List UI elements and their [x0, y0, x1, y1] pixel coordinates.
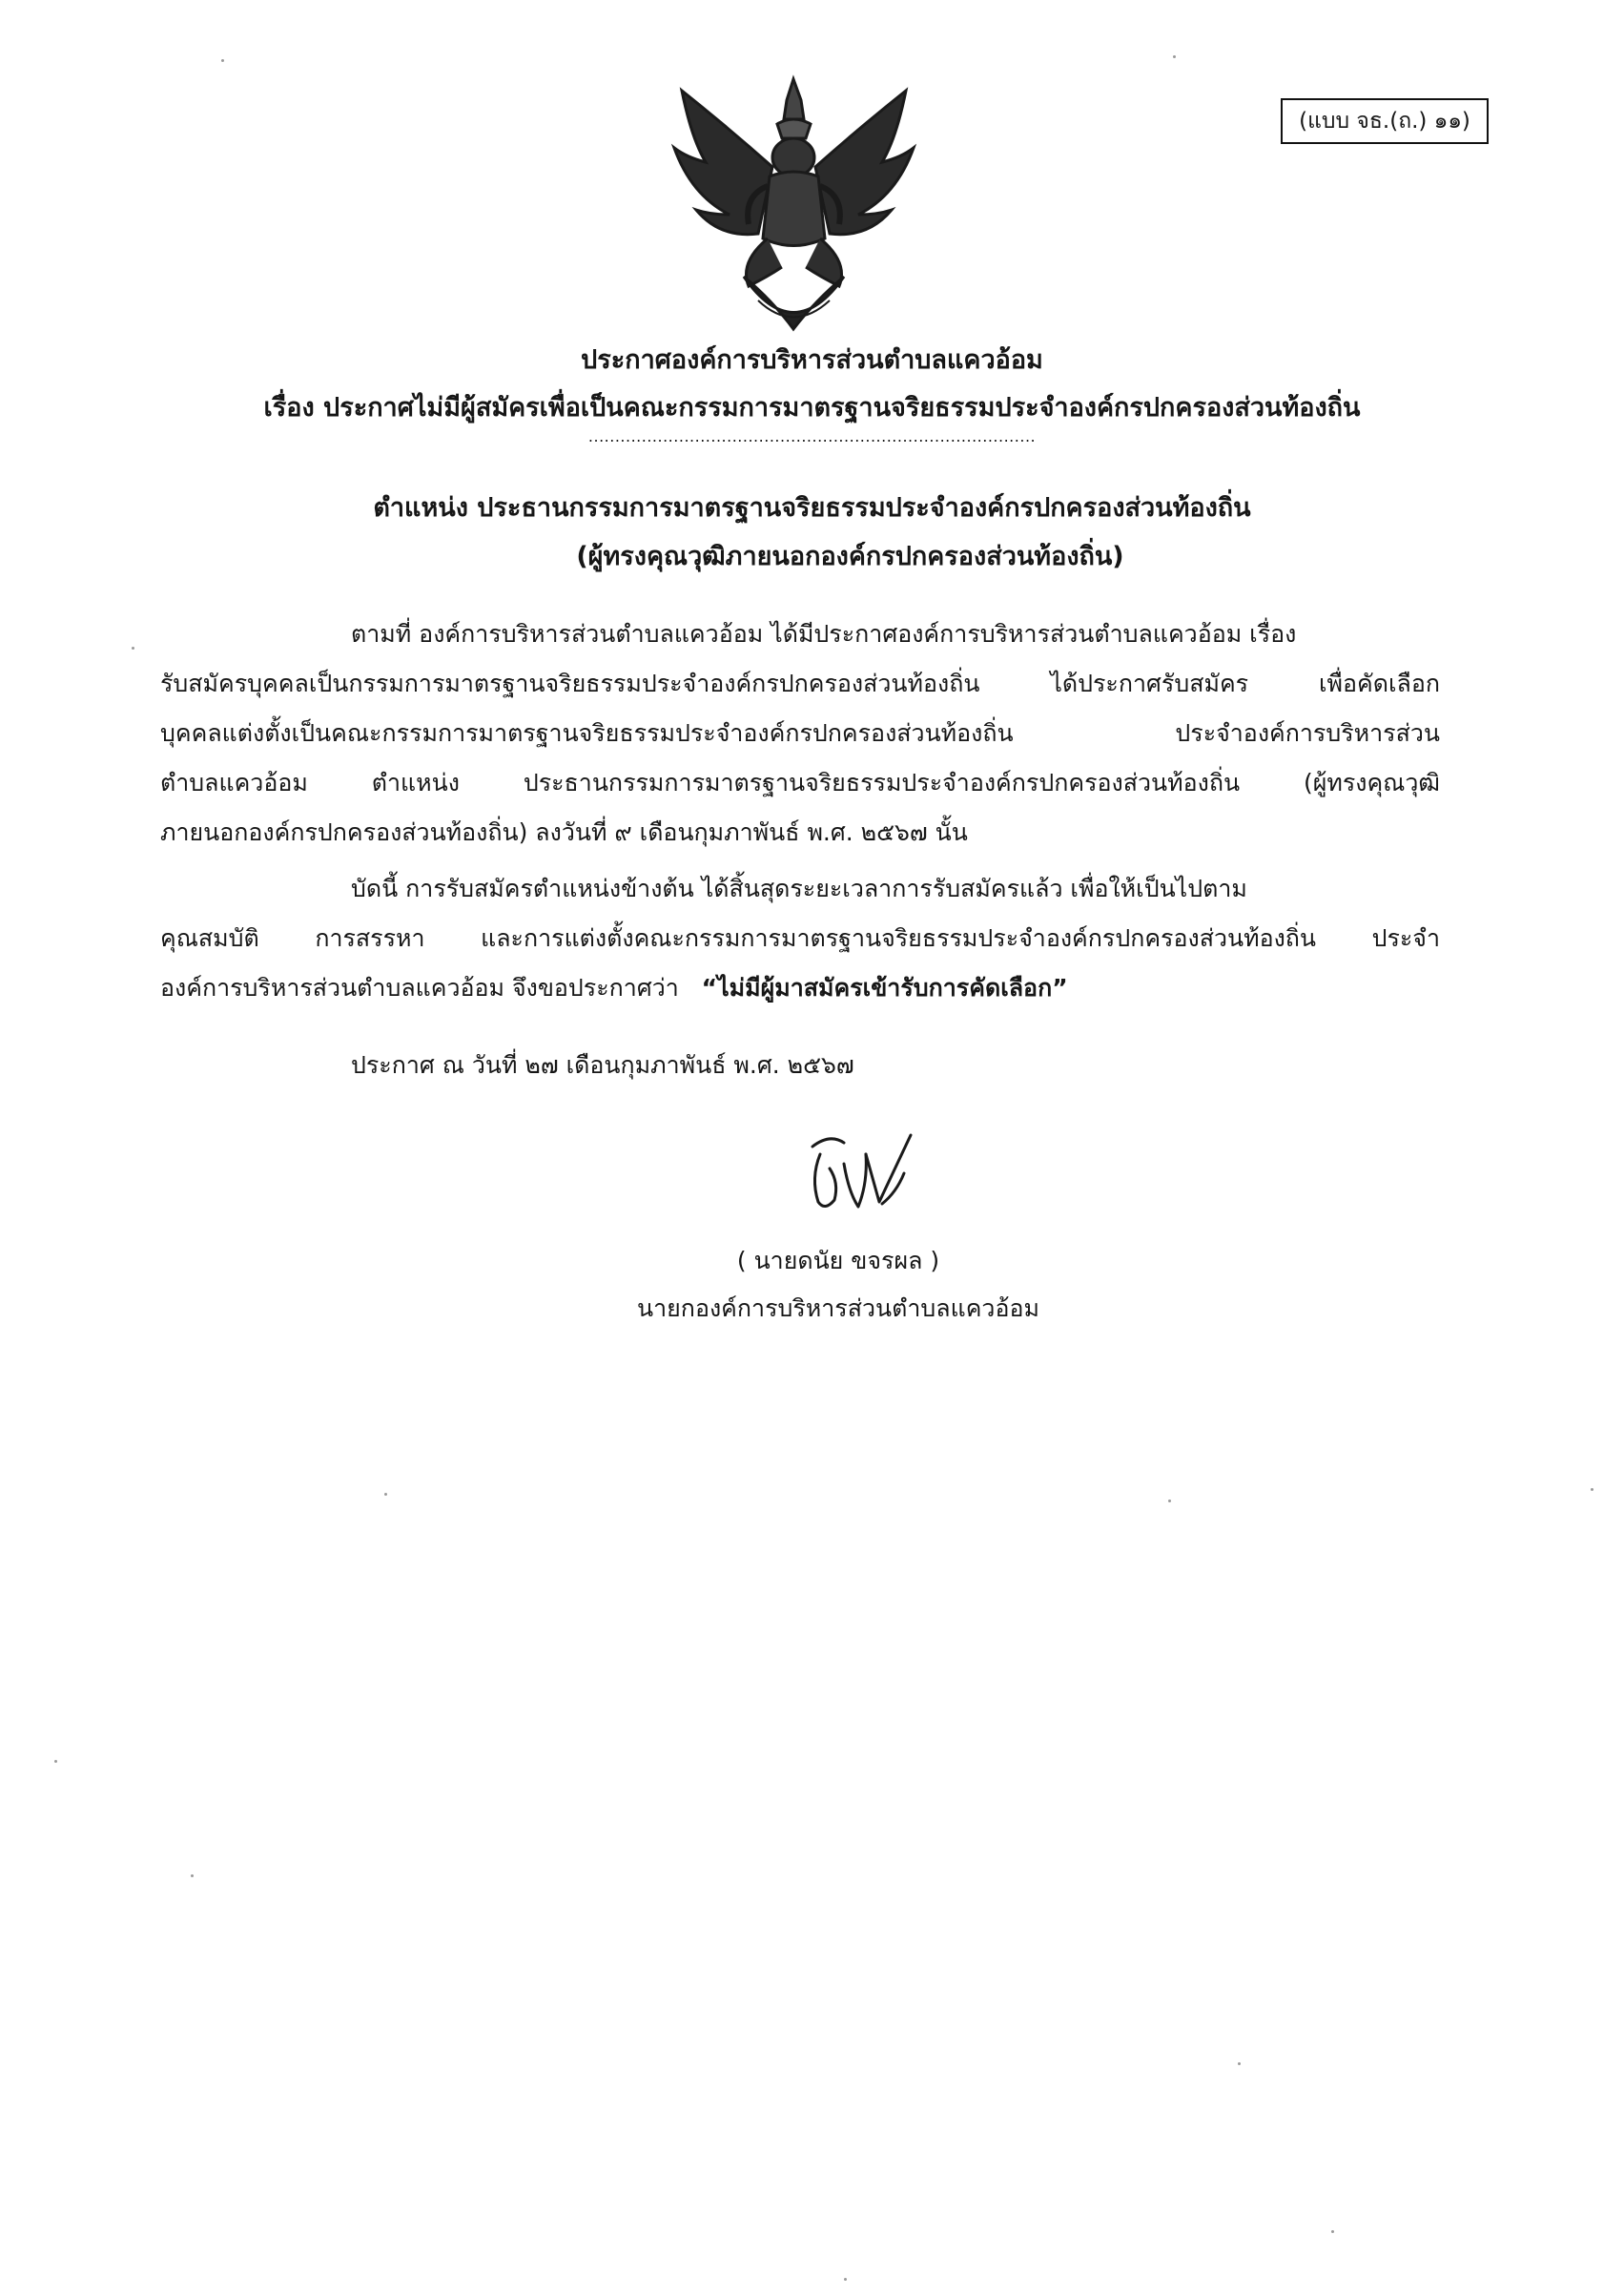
announcement-subject: เรื่อง ประกาศไม่มีผู้สมัครเพื่อเป็นคณะกรรมการมาตรฐานจริยธรรมประจำองค์กรปกครองส่วนท้องถิ่น: [263, 393, 1361, 423]
scan-speck: [1173, 55, 1176, 58]
qualification-subtitle: (ผู้ทรงคุณวุฒิภายนอกองค์กรปกครองส่วนท้องถิ่น): [576, 542, 1124, 571]
position-title: ตำแหน่ง ประธานกรรมการมาตรฐานจริยธรรมประจำองค์กรปกครองส่วนท้องถิ่น: [373, 493, 1251, 523]
paragraph-2-line-2: คุณสมบัติ การสรรหา และการแต่งตั้งคณะกรรมการมาตรฐานจริยธรรมประจำองค์กรปกครองส่วนท้องถิ่น ประจำ: [160, 924, 1440, 952]
form-code-box: (แบบ จธ.(ถ.) ๑๑): [1281, 98, 1489, 144]
scan-speck: [191, 1874, 194, 1877]
garuda-emblem-icon: [663, 72, 925, 348]
scan-speck: [384, 1493, 387, 1496]
announcement-date: ประกาศ ณ วันที่ ๒๗ เดือนกุมภาพันธ์ พ.ศ. ๒๕๖๗: [351, 1051, 854, 1079]
paragraph-2-line-3: [160, 965, 1068, 1011]
scan-speck: [54, 1760, 57, 1763]
announcement-organization-title: ประกาศองค์การบริหารส่วนตำบลแควอ้อม: [581, 345, 1043, 375]
scan-speck: [221, 59, 224, 62]
paragraph-2-line-3-text: องค์การบริหารส่วนตำบลแควอ้อม จึงขอประกาศว่า: [160, 974, 679, 1002]
scan-speck: [1168, 1500, 1171, 1502]
paragraph-1-line-5: ภายนอกองค์กรปกครองส่วนท้องถิ่น) ลงวันที่ ๙ เดือนกุมภาพันธ์ พ.ศ. ๒๕๖๗ นั้น: [160, 818, 968, 846]
scan-speck: [1591, 1488, 1593, 1491]
signer-name: ( นายดนัย ขจรผล ): [736, 1247, 940, 1274]
paragraph-1-line-4: ตำบลแควอ้อม ตำแหน่ง ประธานกรรมการมาตรฐานจริยธรรมประจำองค์กรปกครองส่วนท้องถิ่น (ผู้ทรงคุณวุฒิ: [160, 769, 1440, 796]
paragraph-1-line-3: บุคคลแต่งตั้งเป็นคณะกรรมการมาตรฐานจริยธรรมประจำองค์กรปกครองส่วนท้องถิ่น ประจำองค์การบริหารส่วน: [160, 719, 1440, 747]
scan-speck: [1331, 2230, 1334, 2233]
separator-dotted: ....................................................................................: [587, 427, 1037, 445]
scan-speck: [132, 647, 134, 650]
scan-speck: [844, 2278, 847, 2281]
signature-icon: [791, 1126, 935, 1231]
announcement-highlight: “ไม่มีผู้มาสมัครเข้ารับการคัดเลือก”: [701, 974, 1068, 1002]
paragraph-1-line-2: รับสมัครบุคคลเป็นกรรมการมาตรฐานจริยธรรมประจำองค์กรปกครองส่วนท้องถิ่น ได้ประกาศรับสมัคร เพื่อคัดเลือก: [160, 670, 1440, 697]
scan-speck: [1238, 2062, 1241, 2065]
paragraph-2-line-1: บัดนี้ การรับสมัครตำแหน่งข้างต้น ได้สิ้นสุดระยะเวลาการรับสมัครแล้ว เพื่อให้เป็นไปตาม: [351, 875, 1247, 902]
signer-title: นายกองค์การบริหารส่วนตำบลแควอ้อม: [637, 1294, 1039, 1322]
paragraph-1-line-1: ตามที่ องค์การบริหารส่วนตำบลแควอ้อม ได้มีประกาศองค์การบริหารส่วนตำบลแควอ้อม เรื่อง: [351, 620, 1297, 648]
